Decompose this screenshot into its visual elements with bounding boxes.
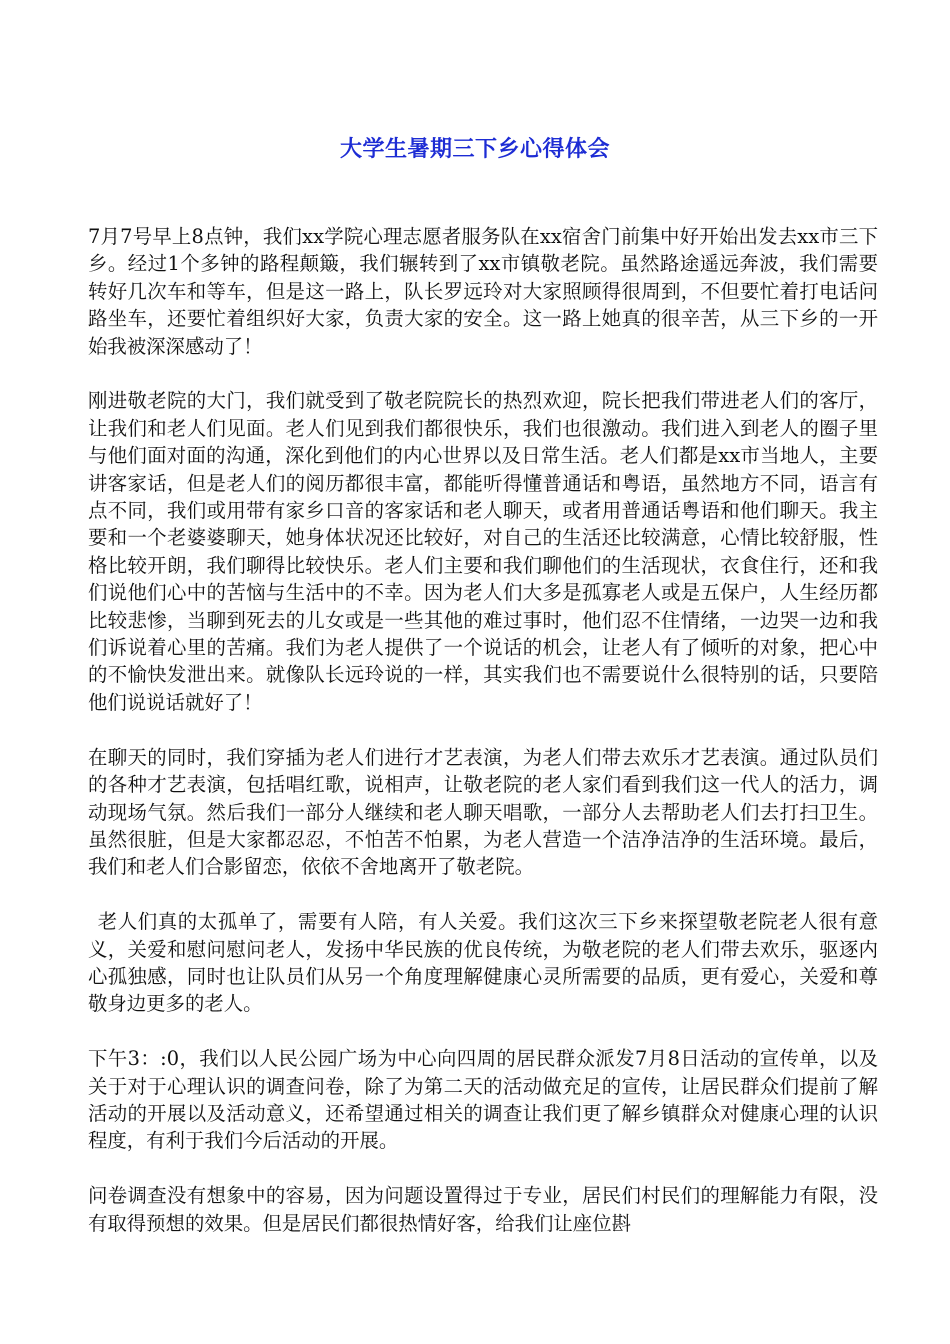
document-title: 大学生暑期三下乡心得体会 [339,137,610,162]
document-body [88,223,878,1264]
paragraph-survey: 问卷调查没有想象中的容易，因为问题设置得过于专业，居民们村民们的理解能力有限，没有取得预想的效果。但是居民们都很热情好客，给我们让座位斟 [88,1184,878,1235]
paragraph-departure: 7月7号早上8点钟，我们xx学院心理志愿者服务队在xx宿舍门前集中好开始出发去xx市三下乡。经过1个多钟的路程颠簸，我们辗转到了xx市镇敬老院。虽然路途遥远奔波，我们需要转好几次车和等车，但是这一路上，队长罗远玲对大家照顾得很周到，不但要忙着打电话问路坐车，还要忙着组织好大家，负责大家的安全。这一路上她真的很辛苦，从三下乡的一开始我被深深感动了！ [88,225,878,358]
paragraph-afternoon-leaflets: 下午3：:0，我们以人民公园广场为中心向四周的居民群众派发7月8日活动的宣传单，以及关于对于心理认识的调查问卷，除了为第二天的活动做充足的宣传，让居民群众们提前了解活动的开展以及活动意义，还希望通过相关的调查让我们更了解乡镇群众对健康心理的认识程度，有利于我们今后活动的开展。 [88,1047,878,1153]
paragraph-nursing-home-visit: 刚进敬老院的大门，我们就受到了敬老院院长的热烈欢迎，院长把我们带进老人们的客厅，让我们和老人们见面。老人们见到我们都很快乐，我们也很激动。我们进入到老人的圈子里与他们面对面的沟通，深化到他们的内心世界以及日常生活。老人们都是xx市当地人，主要讲客家话，但是老人们的阅历都很丰富，都能听得懂普通话和粤语，虽然地方不同，语言有点不同，我们或用带有家乡口音的客家话和老人聊天，或者用普通话粤语和他们聊天。我主要和一个老婆婆聊天，她身体状况还比较好，对自己的生活还比较满意，心情比较舒服，性格比较开朗，我们聊得比较快乐。老人们主要和我们聊他们的生活现状，衣食住行，还和我们说他们心中的苦恼与生活中的不幸。因为老人们大多是孤寡老人或是五保户，人生经历都比较悲惨，当聊到死去的儿女或是一些其他的难过事时，他们忍不住情绪，一边哭一边和我们诉说着心里的苦痛。我们为老人提供了一个说话的机会，让老人有了倾听的对象，把心中的不愉快发泄出来。就像队长远玲说的一样，其实我们也不需要说什么很特别的话，只要陪他们说说话就好了！ [88,389,878,714]
paragraph-reflection: 老人们真的太孤单了，需要有人陪，有人关爱。我们这次三下乡来探望敬老院老人很有意义，关爱和慰问慰问老人，发扬中华民族的优良传统，为敬老院的老人们带去欢乐，驱逐内心孤独感，同时也让队员们从另一个角度理解健康心灵所需要的品质，更有爱心，关爱和尊敬身边更多的老人。 [88,910,878,1016]
paragraph-performances: 在聊天的同时，我们穿插为老人们进行才艺表演，为老人们带去欢乐才艺表演。通过队员们的各种才艺表演，包括唱红歌，说相声，让敬老院的老人家们看到我们这一代人的活力，调动现场气氛。然后我们一部分人继续和老人聊天唱歌，一部分人去帮助老人们去打扫卫生。虽然很脏，但是大家都忍忍，不怕苦不怕累，为老人营造一个洁净洁净的生活环境。最后，我们和老人们合影留恋，依依不舍地离开了敬老院。 [88,745,878,879]
